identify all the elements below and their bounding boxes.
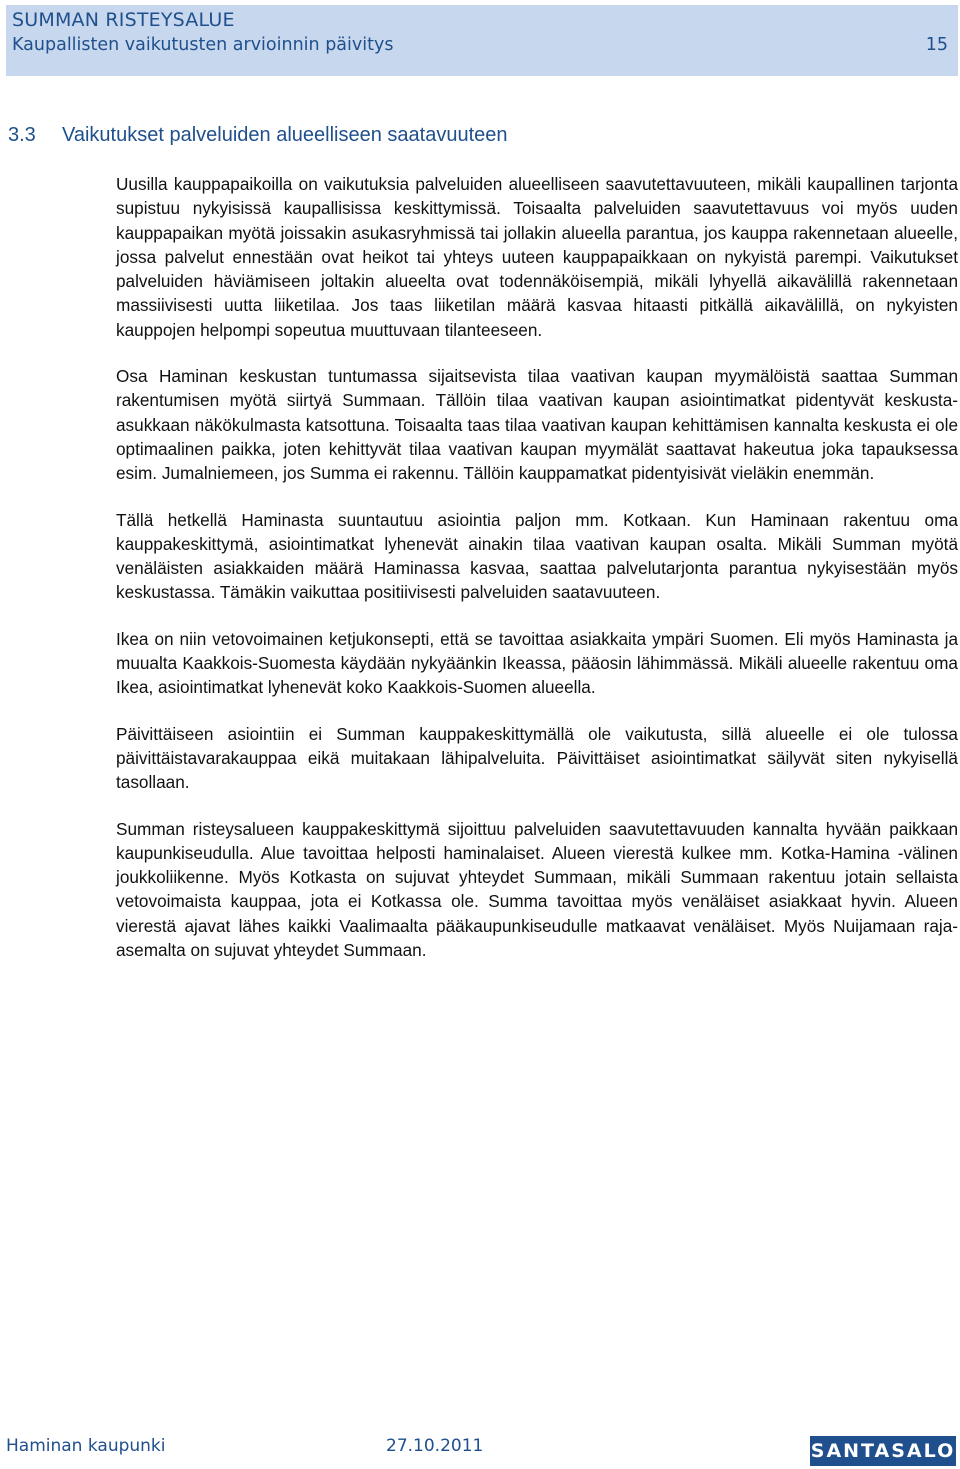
page-number: 15 (925, 35, 948, 55)
paragraph: Päivittäiseen asiointiin ei Summan kauppakeskittymällä ole vaikutusta, sillä alueelle ei ole tulossa päivittäistavarakauppaa eikä muitakaan lähipalveluita. Päivittäiset asiointimatkat säilyvät siten nykyisellä tasollaan. (116, 723, 958, 793)
footer-organization: Haminan kaupunki (6, 1436, 166, 1456)
body-text (116, 172, 958, 984)
document-subtitle: Kaupallisten vaikutusten arvioinnin päivitys (12, 35, 394, 55)
paragraph: Osa Haminan keskustan tuntumassa sijaitsevista tilaa vaativan kaupan myymälöistä saattaa Summan rakentumisen myötä siirtyä Summaan. Tällöin tilaa vaativan kaupan asiointimatkat pidentyvät keskusta-asukkaan näkökulmasta katsottuna. Toisaalta taas tilaa vaativan kaupan kehittämisen kannalta keskusta ei ole optimaalinen paikka, joten kehittyvät tilaa vaativan kaupan myymälät saattavat hakeutua joka tapauksessa esim. Jumalniemeen, jos Summa ei rakennu. Tällöin kauppamatkat pidentyisivät vieläkin enemmän. (116, 366, 958, 484)
page-header (6, 5, 958, 76)
footer-date: 27.10.2011 (386, 1436, 484, 1456)
paragraph: Ikea on niin vetovoimainen ketjukonsepti, että se tavoittaa asiakkaita ympäri Suomen. Eli myös Haminasta ja muualta Kaakkois-Suomesta käydään nykyäänkin Ikeassa, pääosin lähimmässä. Mikäli alueelle rakentuu oma Ikea, asiointimatkat lyhenevät koko Kaakkois-Suomen alueella. (116, 628, 958, 698)
paragraph: Uusilla kauppapaikoilla on vaikutuksia palveluiden alueelliseen saavutettavuuteen, mikäli kaupallinen tarjonta supistuu nykyisissä kaupallisissa keskittymissä. Toisaalta palveluiden saavutettavuus voi myös uuden kauppapaikan myötä joissakin asukasryhmissä tai jollakin alueella parantua, jos kauppa rakennetaan alueelle, jossa palvelut ennestään ovat heikot tai yhteys uuteen kauppapaikkaan on nykyistä parempi. Vaikutukset palveluiden häviämiseen joltakin alueelta ovat todennäköisempiä, mikäli lyhyellä aikavälillä rakennetaan massiivisesti uutta liiketilaa. Jos taas liiketilan määrä kasvaa hitaasti pitkällä aikavälillä, on nykyisten kauppojen helpompi sopeutua muuttuvaan tilanteeseen. (116, 174, 958, 340)
document-title: SUMMAN RISTEYSALUE (12, 9, 235, 31)
section-title-text: Vaikutukset palveluiden alueelliseen saatavuuteen (62, 124, 508, 146)
section-number: 3.3 (8, 124, 36, 146)
paragraph: Summan risteysalueen kauppakeskittymä sijoittuu palveluiden saavutettavuuden kannalta hyvään paikkaan kaupunkiseudulla. Alue tavoittaa helposti haminalaiset. Alueen vierestä kulkee mm. Kotka-Hamina -välinen joukkoliikenne. Myös Kotkasta on sujuvat yhteydet Summaan, mikäli Summaan rakentuu jotain sellaista vetovoimaista kauppaa, jota ei Kotkassa ole. Summa tavoittaa myös venäläiset asiakkaat hyvin. Alueen vierestä ajavat lähes kaikki Vaalimaalta pääkaupunkiseudulle matkaavat venäläiset. Myös Nuijamaan raja-asemalta on sujuvat yhteydet Summaan. (116, 818, 958, 961)
santasalo-logo: SANTASALO (810, 1436, 956, 1466)
paragraph: Tällä hetkellä Haminasta suuntautuu asiointia paljon mm. Kotkaan. Kun Haminaan rakentuu oma kauppakeskittymä, asiointimatkat lyhenevät ainakin tilaa vaativan kaupan osalta. Mikäli Summan myötä venäläisten asiakkaiden määrä Haminassa kasvaa, saattaa palvelutarjonta parantua nykyisestään myös keskustassa. Tämäkin vaikuttaa positiivisesti palveluiden saatavuuteen. (116, 509, 958, 603)
section-heading (8, 124, 508, 147)
